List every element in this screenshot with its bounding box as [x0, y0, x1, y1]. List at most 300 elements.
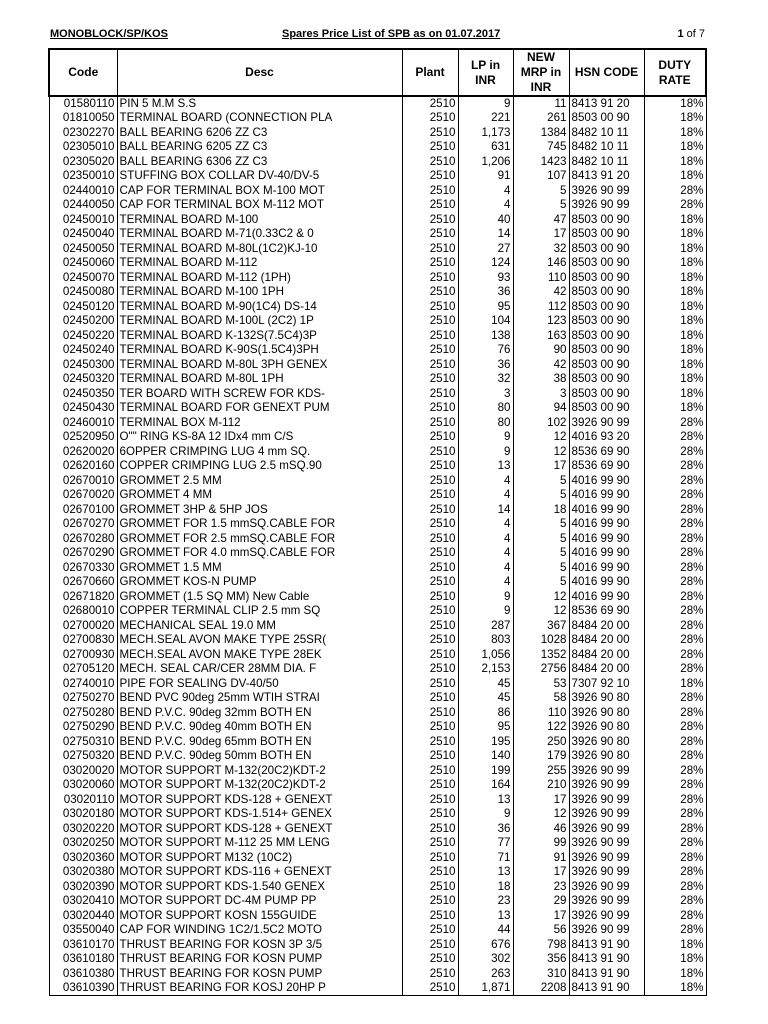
cell-plant: 2510	[402, 705, 458, 720]
cell-desc: THRUST BEARING FOR KOSN PUMP	[117, 966, 402, 981]
table-row	[49, 256, 706, 271]
col-mrp-header	[513, 49, 569, 96]
cell-desc: TERMINAL BOARD K-132S(7.5C4)3P	[117, 328, 402, 343]
cell-desc: MOTOR SUPPORT KDS-116 + GENEXT	[117, 865, 402, 880]
table-row	[49, 560, 706, 575]
table-row	[49, 618, 706, 633]
col-lp-header	[458, 49, 513, 96]
cell-code: 02302270	[49, 125, 117, 140]
cell-code: 02740010	[49, 676, 117, 691]
cell-desc: GROMMET FOR 4.0 mmSQ.CABLE FOR	[117, 546, 402, 561]
cell-hsn: 8536 69 90	[569, 604, 644, 619]
table-row	[49, 401, 706, 416]
cell-duty: 18%	[644, 386, 706, 401]
cell-plant: 2510	[402, 125, 458, 140]
cell-mrp: 798	[513, 937, 569, 952]
cell-lp: 140	[458, 749, 513, 764]
cell-mrp: 23	[513, 879, 569, 894]
cell-plant: 2510	[402, 227, 458, 242]
cell-plant: 2510	[402, 763, 458, 778]
cell-lp: 138	[458, 328, 513, 343]
cell-duty: 28%	[644, 923, 706, 938]
cell-desc: CAP FOR WINDING 1C2/1.5C2 MOTO	[117, 923, 402, 938]
cell-code: 02750290	[49, 720, 117, 735]
cell-lp: 195	[458, 734, 513, 749]
cell-mrp: 38	[513, 372, 569, 387]
cell-hsn: 3926 90 80	[569, 720, 644, 735]
cell-mrp: 5	[513, 198, 569, 213]
cell-duty: 28%	[644, 865, 706, 880]
cell-duty: 28%	[644, 198, 706, 213]
cell-duty: 28%	[644, 531, 706, 546]
cell-code: 03020020	[49, 763, 117, 778]
table-row	[49, 589, 706, 604]
cell-desc: MECH.SEAL AVON MAKE TYPE 25SR(	[117, 633, 402, 648]
cell-plant: 2510	[402, 923, 458, 938]
cell-desc: GROMMET KOS-N PUMP	[117, 575, 402, 590]
col-desc-header: Desc	[117, 49, 402, 96]
cell-hsn: 4016 99 90	[569, 575, 644, 590]
cell-desc: MECH.SEAL AVON MAKE TYPE 28EK	[117, 647, 402, 662]
cell-lp: 80	[458, 415, 513, 430]
cell-plant: 2510	[402, 604, 458, 619]
cell-hsn: 3926 90 99	[569, 807, 644, 822]
cell-code: 02670290	[49, 546, 117, 561]
cell-lp: 32	[458, 372, 513, 387]
table-header	[49, 49, 706, 96]
cell-code: 02450200	[49, 314, 117, 329]
cell-code: 02750320	[49, 749, 117, 764]
cell-hsn: 3926 90 99	[569, 183, 644, 198]
cell-mrp: 5	[513, 488, 569, 503]
cell-duty: 28%	[644, 575, 706, 590]
cell-duty: 18%	[644, 314, 706, 329]
cell-desc: TERMINAL BOARD M-100 1PH	[117, 285, 402, 300]
cell-code: 03020110	[49, 792, 117, 807]
table-row	[49, 430, 706, 445]
cell-hsn: 3926 90 99	[569, 778, 644, 793]
cell-desc: THRUST BEARING FOR KOSN 3P 3/5	[117, 937, 402, 952]
cell-code: 03550040	[49, 923, 117, 938]
cell-lp: 4	[458, 575, 513, 590]
cell-mrp: 2208	[513, 981, 569, 996]
cell-lp: 13	[458, 792, 513, 807]
cell-code: 02680010	[49, 604, 117, 619]
col-lp-line2: INR	[475, 72, 496, 87]
cell-duty: 18%	[644, 952, 706, 967]
cell-mrp: 58	[513, 691, 569, 706]
table-row	[49, 488, 706, 503]
cell-plant: 2510	[402, 952, 458, 967]
cell-hsn: 3926 90 80	[569, 749, 644, 764]
col-hsn-header: HSN CODE	[569, 49, 644, 96]
cell-mrp: 1028	[513, 633, 569, 648]
cell-lp: 13	[458, 865, 513, 880]
cell-hsn: 3926 90 99	[569, 763, 644, 778]
cell-mrp: 250	[513, 734, 569, 749]
cell-duty: 28%	[644, 778, 706, 793]
table-row	[49, 241, 706, 256]
cell-code: 02700830	[49, 633, 117, 648]
cell-duty: 28%	[644, 502, 706, 517]
cell-hsn: 3926 90 80	[569, 734, 644, 749]
table-row	[49, 763, 706, 778]
cell-plant: 2510	[402, 778, 458, 793]
cell-desc: GROMMET FOR 2.5 mmSQ.CABLE FOR	[117, 531, 402, 546]
page-total: of 7	[686, 28, 705, 40]
table-row	[49, 937, 706, 952]
cell-plant: 2510	[402, 981, 458, 996]
cell-plant: 2510	[402, 850, 458, 865]
cell-hsn: 8503 00 90	[569, 372, 644, 387]
cell-mrp: 5	[513, 517, 569, 532]
cell-duty: 18%	[644, 966, 706, 981]
cell-duty: 18%	[644, 676, 706, 691]
cell-mrp: 32	[513, 241, 569, 256]
cell-mrp: 5	[513, 560, 569, 575]
cell-hsn: 8413 91 90	[569, 966, 644, 981]
cell-hsn: 8484 20 00	[569, 662, 644, 677]
cell-hsn: 8484 20 00	[569, 647, 644, 662]
col-code-header: Code	[49, 49, 117, 96]
cell-hsn: 3926 90 80	[569, 705, 644, 720]
cell-mrp: 12	[513, 604, 569, 619]
cell-hsn: 8413 91 20	[569, 96, 644, 111]
cell-lp: 4	[458, 546, 513, 561]
cell-plant: 2510	[402, 488, 458, 503]
cell-plant: 2510	[402, 154, 458, 169]
cell-duty: 28%	[644, 792, 706, 807]
cell-desc: COPPER CRIMPING LUG 2.5 mSQ.90	[117, 459, 402, 474]
header-row	[49, 49, 706, 96]
cell-plant: 2510	[402, 415, 458, 430]
cell-hsn: 4016 99 90	[569, 531, 644, 546]
cell-plant: 2510	[402, 169, 458, 184]
table-row	[49, 372, 706, 387]
cell-code: 03020380	[49, 865, 117, 880]
cell-hsn: 4016 99 90	[569, 546, 644, 561]
cell-plant: 2510	[402, 357, 458, 372]
cell-hsn: 4016 99 90	[569, 473, 644, 488]
cell-hsn: 8503 00 90	[569, 241, 644, 256]
cell-hsn: 3926 90 99	[569, 836, 644, 851]
cell-lp: 91	[458, 169, 513, 184]
cell-code: 02520950	[49, 430, 117, 445]
col-plant-header: Plant	[402, 49, 458, 96]
cell-code: 02450120	[49, 299, 117, 314]
cell-plant: 2510	[402, 865, 458, 880]
cell-duty: 28%	[644, 691, 706, 706]
cell-lp: 4	[458, 560, 513, 575]
table-row	[49, 633, 706, 648]
cell-duty: 28%	[644, 836, 706, 851]
cell-hsn: 3926 90 99	[569, 894, 644, 909]
cell-desc: THRUST BEARING FOR KOSN PUMP	[117, 952, 402, 967]
cell-plant: 2510	[402, 676, 458, 691]
cell-hsn: 8503 00 90	[569, 314, 644, 329]
cell-code: 02450050	[49, 241, 117, 256]
table-row	[49, 778, 706, 793]
table-row	[49, 908, 706, 923]
cell-code: 02450320	[49, 372, 117, 387]
table-row	[49, 198, 706, 213]
cell-duty: 28%	[644, 183, 706, 198]
cell-code: 03020060	[49, 778, 117, 793]
col-mrp-line3: INR	[530, 80, 552, 94]
cell-code: 02700930	[49, 647, 117, 662]
cell-hsn: 8482 10 11	[569, 140, 644, 155]
cell-plant: 2510	[402, 734, 458, 749]
cell-hsn: 3926 90 99	[569, 923, 644, 938]
cell-mrp: 3	[513, 386, 569, 401]
cell-code: 03610390	[49, 981, 117, 996]
table-row	[49, 705, 706, 720]
cell-desc: MECHANICAL SEAL 19.0 MM	[117, 618, 402, 633]
cell-mrp: 17	[513, 459, 569, 474]
cell-hsn: 3926 90 99	[569, 908, 644, 923]
table-row	[49, 212, 706, 227]
cell-desc: MOTOR SUPPORT KDS-1.540 GENEX	[117, 879, 402, 894]
cell-plant: 2510	[402, 908, 458, 923]
cell-code: 03610170	[49, 937, 117, 952]
cell-desc: TERMINAL BOARD M-90(1C4) DS-14	[117, 299, 402, 314]
cell-desc: BEND P.V.C. 90deg 40mm BOTH EN	[117, 720, 402, 735]
cell-plant: 2510	[402, 270, 458, 285]
cell-mrp: 12	[513, 444, 569, 459]
table-row	[49, 183, 706, 198]
cell-hsn: 4016 99 90	[569, 589, 644, 604]
cell-desc: TERMINAL BOARD M-112	[117, 256, 402, 271]
cell-hsn: 8413 91 90	[569, 952, 644, 967]
cell-mrp: 46	[513, 821, 569, 836]
table-row	[49, 227, 706, 242]
table-row	[49, 981, 706, 996]
cell-code: 02350010	[49, 169, 117, 184]
cell-hsn: 8503 00 90	[569, 270, 644, 285]
table-row	[49, 879, 706, 894]
cell-duty: 28%	[644, 517, 706, 532]
cell-lp: 23	[458, 894, 513, 909]
table-row	[49, 502, 706, 517]
cell-lp: 4	[458, 183, 513, 198]
cell-desc: THRUST BEARING FOR KOSJ 20HP P	[117, 981, 402, 996]
cell-duty: 18%	[644, 372, 706, 387]
cell-hsn: 8503 00 90	[569, 343, 644, 358]
cell-duty: 28%	[644, 488, 706, 503]
table-row	[49, 966, 706, 981]
cell-mrp: 356	[513, 952, 569, 967]
cell-hsn: 8536 69 90	[569, 459, 644, 474]
cell-plant: 2510	[402, 589, 458, 604]
cell-code: 03020360	[49, 850, 117, 865]
cell-duty: 18%	[644, 154, 706, 169]
cell-duty: 28%	[644, 879, 706, 894]
col-mrp-line2: MRP in	[520, 65, 562, 79]
cell-lp: 45	[458, 676, 513, 691]
cell-hsn: 8503 00 90	[569, 328, 644, 343]
cell-code: 02700020	[49, 618, 117, 633]
cell-lp: 36	[458, 821, 513, 836]
cell-plant: 2510	[402, 647, 458, 662]
cell-code: 02450010	[49, 212, 117, 227]
col-duty-line2: RATE	[658, 72, 691, 87]
table-row	[49, 923, 706, 938]
cell-lp: 14	[458, 502, 513, 517]
cell-mrp: 17	[513, 792, 569, 807]
cell-desc: TERMINAL BOARD M-80L(1C2)KJ-10	[117, 241, 402, 256]
cell-desc: STUFFING BOX COLLAR DV-40/DV-5	[117, 169, 402, 184]
table-row	[49, 169, 706, 184]
table-row	[49, 111, 706, 126]
cell-code: 01810050	[49, 111, 117, 126]
cell-lp: 95	[458, 299, 513, 314]
cell-hsn: 8482 10 11	[569, 125, 644, 140]
cell-mrp: 5	[513, 575, 569, 590]
table-row	[49, 546, 706, 561]
cell-desc: CAP FOR TERMINAL BOX M-112 MOT	[117, 198, 402, 213]
cell-plant: 2510	[402, 241, 458, 256]
cell-mrp: 2756	[513, 662, 569, 677]
page-header	[50, 28, 705, 44]
cell-duty: 18%	[644, 111, 706, 126]
cell-code: 02750310	[49, 734, 117, 749]
cell-plant: 2510	[402, 430, 458, 445]
cell-mrp: 367	[513, 618, 569, 633]
cell-duty: 18%	[644, 212, 706, 227]
cell-code: 02450040	[49, 227, 117, 242]
cell-code: 03020220	[49, 821, 117, 836]
table-row	[49, 357, 706, 372]
cell-mrp: 1384	[513, 125, 569, 140]
cell-hsn: 8503 00 90	[569, 227, 644, 242]
cell-desc: O"" RING KS-8A 12 IDx4 mm C/S	[117, 430, 402, 445]
cell-plant: 2510	[402, 459, 458, 474]
cell-plant: 2510	[402, 966, 458, 981]
cell-hsn: 3926 90 99	[569, 879, 644, 894]
cell-hsn: 8503 00 90	[569, 285, 644, 300]
col-duty-header	[644, 49, 706, 96]
cell-duty: 28%	[644, 720, 706, 735]
cell-lp: 803	[458, 633, 513, 648]
cell-hsn: 8536 69 90	[569, 444, 644, 459]
cell-duty: 28%	[644, 604, 706, 619]
cell-plant: 2510	[402, 517, 458, 532]
cell-hsn: 8413 91 20	[569, 169, 644, 184]
cell-desc: TERMINAL BOARD K-90S(1.5C4)3PH	[117, 343, 402, 358]
table-body	[49, 96, 706, 995]
cell-lp: 1,871	[458, 981, 513, 996]
cell-plant: 2510	[402, 183, 458, 198]
cell-lp: 164	[458, 778, 513, 793]
cell-desc: MECH. SEAL CAR/CER 28MM DIA. F	[117, 662, 402, 677]
cell-code: 02440010	[49, 183, 117, 198]
cell-lp: 4	[458, 473, 513, 488]
cell-desc: MOTOR SUPPORT DC-4M PUMP PP	[117, 894, 402, 909]
cell-plant: 2510	[402, 633, 458, 648]
table-row	[49, 691, 706, 706]
cell-code: 02671820	[49, 589, 117, 604]
cell-mrp: 17	[513, 865, 569, 880]
table-row	[49, 531, 706, 546]
cell-plant: 2510	[402, 285, 458, 300]
cell-lp: 4	[458, 531, 513, 546]
cell-code: 02460010	[49, 415, 117, 430]
cell-desc: TERMINAL BOARD M-112 (1PH)	[117, 270, 402, 285]
col-mrp-line1: NEW	[527, 50, 555, 64]
cell-lp: 124	[458, 256, 513, 271]
table-row	[49, 604, 706, 619]
cell-hsn: 4016 99 90	[569, 517, 644, 532]
cell-duty: 18%	[644, 401, 706, 416]
cell-duty: 18%	[644, 328, 706, 343]
cell-lp: 302	[458, 952, 513, 967]
cell-lp: 9	[458, 444, 513, 459]
cell-plant: 2510	[402, 749, 458, 764]
cell-lp: 104	[458, 314, 513, 329]
cell-mrp: 179	[513, 749, 569, 764]
cell-plant: 2510	[402, 314, 458, 329]
cell-plant: 2510	[402, 879, 458, 894]
cell-desc: BEND P.V.C. 90deg 32mm BOTH EN	[117, 705, 402, 720]
cell-desc: COPPER TERMINAL CLIP 2.5 mm SQ	[117, 604, 402, 619]
cell-desc: GROMMET 4 MM	[117, 488, 402, 503]
cell-lp: 199	[458, 763, 513, 778]
table-row	[49, 850, 706, 865]
cell-plant: 2510	[402, 720, 458, 735]
cell-mrp: 146	[513, 256, 569, 271]
cell-plant: 2510	[402, 343, 458, 358]
cell-hsn: 4016 99 90	[569, 488, 644, 503]
cell-mrp: 163	[513, 328, 569, 343]
cell-desc: PIN 5 M.M S.S	[117, 96, 402, 111]
cell-code: 02450430	[49, 401, 117, 416]
cell-duty: 18%	[644, 299, 706, 314]
table-row	[49, 314, 706, 329]
table-row	[49, 299, 706, 314]
cell-duty: 28%	[644, 807, 706, 822]
cell-code: 02670020	[49, 488, 117, 503]
cell-mrp: 17	[513, 908, 569, 923]
cell-plant: 2510	[402, 691, 458, 706]
cell-duty: 28%	[644, 546, 706, 561]
cell-lp: 45	[458, 691, 513, 706]
cell-plant: 2510	[402, 401, 458, 416]
cell-mrp: 11	[513, 96, 569, 111]
cell-plant: 2510	[402, 140, 458, 155]
cell-duty: 18%	[644, 241, 706, 256]
cell-mrp: 12	[513, 430, 569, 445]
document-title: Spares Price List of SPB as on 01.07.2017	[282, 28, 501, 40]
cell-code: 02440050	[49, 198, 117, 213]
cell-plant: 2510	[402, 111, 458, 126]
cell-code: 02450080	[49, 285, 117, 300]
cell-duty: 18%	[644, 125, 706, 140]
cell-code: 02620160	[49, 459, 117, 474]
cell-hsn: 3926 90 99	[569, 850, 644, 865]
cell-code: 02750270	[49, 691, 117, 706]
cell-mrp: 1423	[513, 154, 569, 169]
cell-desc: TERMINAL BOARD M-71(0.33C2 & 0	[117, 227, 402, 242]
cell-duty: 28%	[644, 415, 706, 430]
cell-duty: 18%	[644, 285, 706, 300]
cell-mrp: 112	[513, 299, 569, 314]
table-row	[49, 328, 706, 343]
cell-code: 02670330	[49, 560, 117, 575]
cell-desc: BALL BEARING 6206 ZZ C3	[117, 125, 402, 140]
cell-duty: 18%	[644, 256, 706, 271]
cell-plant: 2510	[402, 531, 458, 546]
cell-lp: 13	[458, 459, 513, 474]
